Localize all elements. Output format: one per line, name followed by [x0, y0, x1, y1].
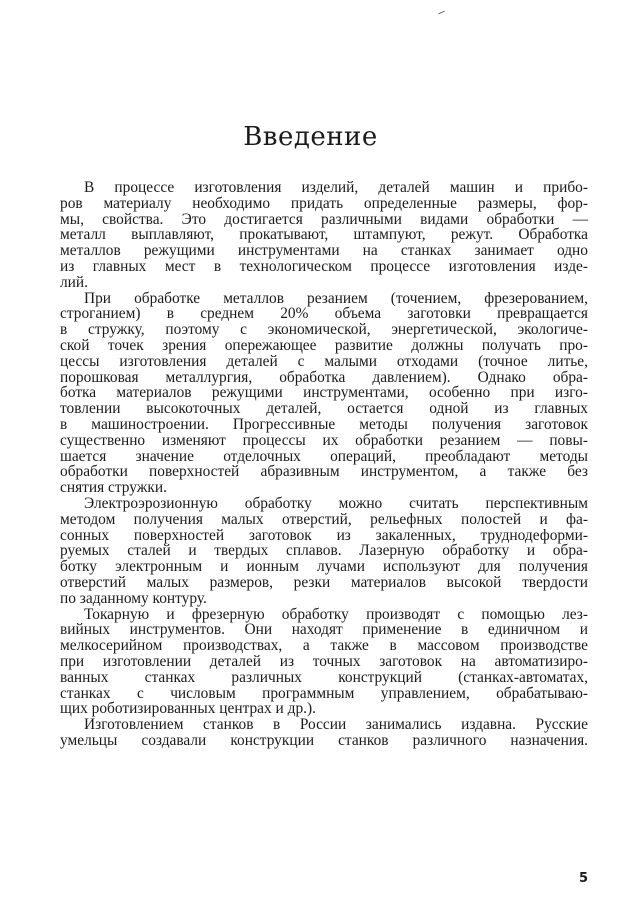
text-line: ванных станках различных конструкций (станках-автоматах, [60, 668, 588, 686]
scan-mark [438, 11, 445, 15]
text-line: строганием) в среднем 20% объема заготовки превращается [60, 305, 588, 323]
text-line: при изготовлении деталей из точных заготовок на автоматизиро- [60, 652, 588, 670]
text-line: цессы изготовления деталей с малыми отходами (точное литье, [60, 352, 588, 370]
text-line: Электроэрозионную обработку можно считать перспективным [84, 494, 588, 512]
text-line: методом получения малых отверстий, рельефных полостей и фа- [60, 510, 588, 528]
text-line: ской точек зрения опережающее развитие должны получать про- [60, 336, 588, 354]
text-line: отверстий малых размеров, резки материалов высокой твердости [60, 573, 588, 591]
text-line: вийных инструментов. Они находят применение в единичном и [60, 621, 588, 639]
text-line: порошковая металлургия, обработка давлением). Однако обра- [60, 368, 588, 386]
text-line: снятия стружки. [60, 479, 167, 497]
text-line: металл выплавляют, прокатывают, штампуют, режут. Обработка [60, 226, 588, 244]
text-line: мелкосерийном производствах, а также в массовом производстве [60, 637, 588, 655]
page-title: Введение [243, 122, 378, 152]
text-line: сонных поверхностей заготовок из закаленных, труднодеформи- [60, 526, 588, 544]
text-line: шается значение отделочных операций, преобладают методы [60, 447, 588, 465]
text-line: При обработке металлов резанием (точением, фрезерованием, [84, 289, 588, 307]
text-line: Изготовлением станков в России занимались издавна. Русские [84, 716, 588, 734]
text-line: ботка материалов режущими инструментами, особенно при изго- [60, 384, 588, 402]
text-line: по заданному контуру. [60, 589, 207, 607]
text-line: руемых сталей и твердых сплавов. Лазерную обработку и обра- [60, 542, 588, 560]
text-line: лий. [60, 273, 89, 291]
text-line: В процессе изготовления изделий, деталей машин и прибо- [84, 179, 588, 196]
text-line: умельцы создавали конструкции станков различного назначения. [60, 731, 588, 749]
page-number: 5 [579, 871, 589, 886]
text-line: Токарную и фрезерную обработку производят с помощью лез- [84, 605, 588, 623]
text-line: ботку электронным и ионным лучами используют для получения [60, 558, 588, 576]
text-line: мы, свойства. Это достигается различными видами обработки — [60, 210, 588, 228]
text-line: обработки поверхностей абразивным инструментом, а также без [60, 463, 588, 481]
text-line: щих роботизированных центрах и др.). [60, 700, 316, 718]
text-line: товлении высокоточных деталей, остается одной из главных [60, 400, 588, 418]
body-text [60, 180, 588, 749]
text-line: существенно изменяют процессы их обработки резанием — повы- [60, 431, 588, 449]
text-line: в машиностроении. Прогрессивные методы получения заготовок [60, 415, 588, 433]
text-line: станках с числовым программным управлением, обрабатываю- [60, 684, 588, 702]
text-line: из главных мест в технологическом процессе изготовления изде- [60, 257, 588, 275]
text-line: ров материалу необходимо придать определенные размеры, фор- [60, 194, 588, 212]
text-line: в стружку, поэтому с экономической, энергетической, экологиче- [60, 321, 588, 339]
text-line: металлов режущими инструментами на станках занимает одно [60, 242, 588, 260]
